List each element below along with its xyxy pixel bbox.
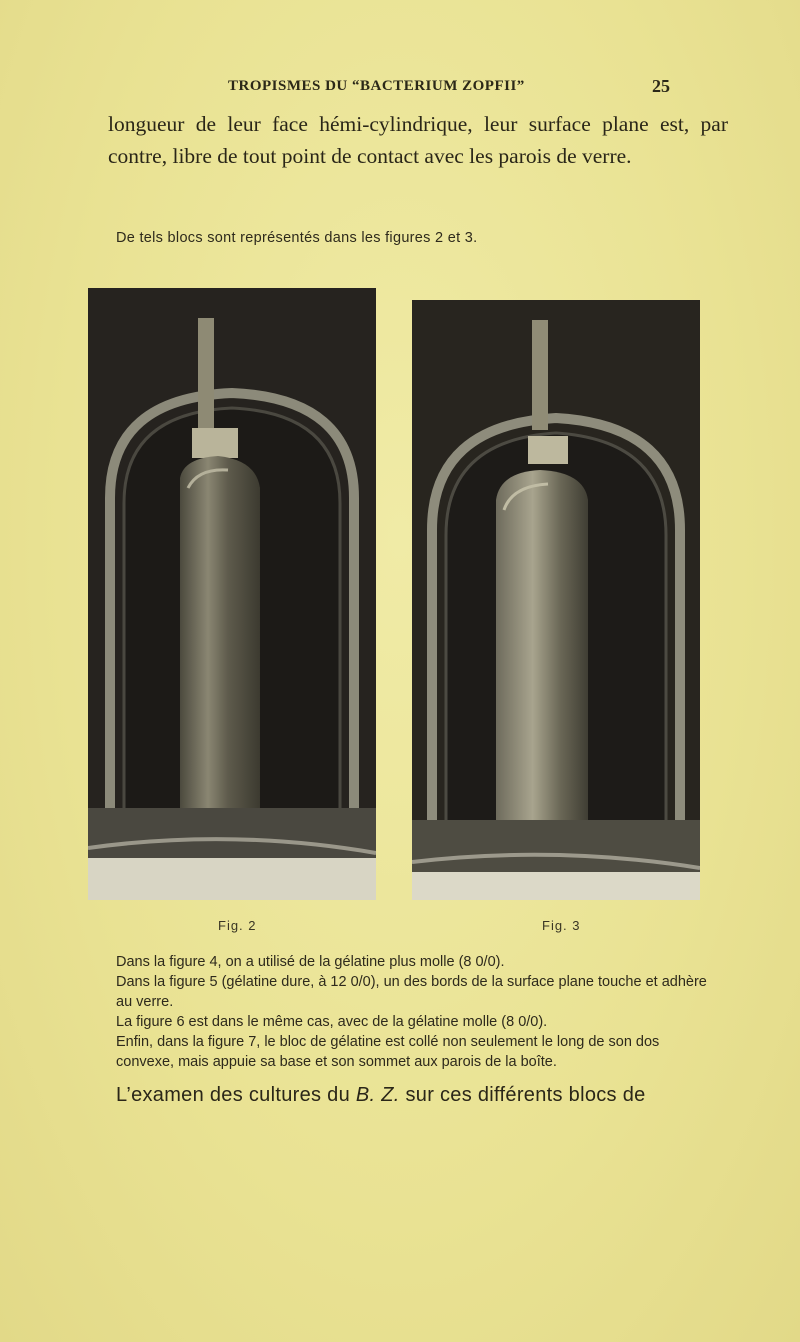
note-line: La figure 6 est dans le même cas, avec de la gélatine molle (8 0/0). <box>116 1014 548 1030</box>
figure-reference-paragraph: De tels blocs sont représentés dans les figures 2 et 3. <box>116 230 478 246</box>
note-line: Enfin, dans la figure 7, le bloc de gélatine est collé non seulement le long de son dos convexe, mais appuie sa base et son sommet aux parois de la boîte. <box>116 1034 660 1070</box>
closing-text: L’examen des cultures du <box>116 1084 356 1106</box>
figure-2-image <box>88 288 376 900</box>
figure-3-caption: Fig. 3 <box>542 918 581 933</box>
figure-2-photo <box>88 288 376 900</box>
closing-text-end: sur ces différents blocs de <box>399 1084 646 1106</box>
note-line: Dans la figure 4, on a utilisé de la gélatine plus molle (8 0/0). <box>116 954 505 970</box>
body-paragraph: longueur de leur face hémi-cylindrique, leur surface plane est, par contre, libre de tout point de contact avec les parois de verre. <box>108 112 728 168</box>
figure-notes <box>116 952 712 1072</box>
figure-2-caption: Fig. 2 <box>218 918 257 933</box>
species-abbreviation: B. Z. <box>355 1084 400 1106</box>
running-head: TROPISMES DU “BACTERIUM ZOPFII” <box>228 78 525 94</box>
figure-3-image <box>412 300 700 900</box>
figure-3-photo <box>412 300 700 900</box>
closing-sentence <box>116 1084 736 1107</box>
note-line: Dans la figure 5 (gélatine dure, à 12 0/0), un des bords de la surface plane touche et adhère au verre. <box>116 974 707 1010</box>
page-number: 25 <box>652 76 670 96</box>
running-header <box>228 78 788 102</box>
